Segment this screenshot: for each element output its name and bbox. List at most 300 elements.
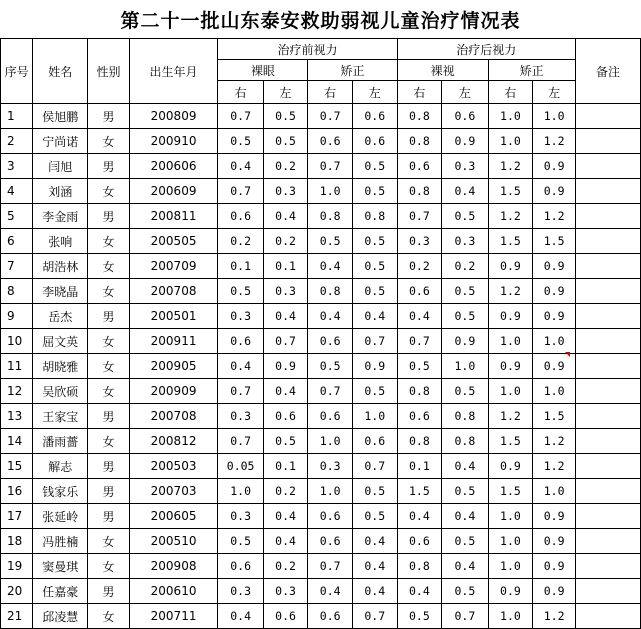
cell-before-naked-left[interactable]: 0.9	[263, 354, 308, 379]
cell-after-naked-left[interactable]: 0.8	[442, 429, 488, 454]
cell-before-corrected-right[interactable]: 0.6	[308, 404, 353, 429]
cell-index[interactable]: 14	[1, 429, 33, 454]
cell-before-corrected-left[interactable]: 0.5	[352, 379, 397, 404]
cell-name[interactable]: 闫旭	[33, 154, 88, 179]
table-row	[1, 579, 641, 604]
cell-index[interactable]: 16	[1, 479, 33, 504]
cell-index[interactable]: 19	[1, 554, 33, 579]
cell-before-corrected-right[interactable]: 0.4	[308, 579, 353, 604]
cell-gender[interactable]: 男	[88, 404, 129, 429]
cell-after-naked-right[interactable]: 0.6	[397, 529, 442, 554]
cell-gender[interactable]: 女	[88, 229, 129, 254]
cell-before-corrected-left[interactable]: 0.5	[352, 229, 397, 254]
cell-before-corrected-left[interactable]: 0.4	[352, 529, 397, 554]
header-left[interactable]: 左	[533, 81, 576, 104]
cell-gender[interactable]: 女	[88, 179, 129, 204]
cell-after-corrected-left[interactable]: 0.9	[533, 504, 576, 529]
cell-before-naked-left[interactable]: 0.1	[263, 254, 308, 279]
cell-after-corrected-left[interactable]: 1.0	[533, 329, 576, 354]
header-left[interactable]: 左	[263, 81, 308, 104]
cell-before-naked-left[interactable]: 0.4	[263, 304, 308, 329]
cell-before-naked-right[interactable]: 0.2	[218, 229, 263, 254]
cell-after-naked-left[interactable]: 0.5	[442, 279, 488, 304]
cell-after-naked-left[interactable]: 0.9	[442, 129, 488, 154]
cell-after-corrected-right[interactable]: 0.9	[488, 354, 533, 379]
cell-gender[interactable]: 女	[88, 254, 129, 279]
cell-before-corrected-left[interactable]: 0.4	[352, 579, 397, 604]
cell-birth[interactable]: 200708	[129, 404, 218, 429]
cell-before-naked-left[interactable]: 0.4	[263, 379, 308, 404]
cell-remark[interactable]	[576, 129, 641, 154]
cell-gender[interactable]: 女	[88, 354, 129, 379]
cell-remark[interactable]	[576, 504, 641, 529]
cell-before-corrected-right[interactable]: 1.0	[308, 429, 353, 454]
cell-after-naked-left[interactable]: 0.5	[442, 304, 488, 329]
cell-after-naked-left[interactable]: 0.3	[442, 154, 488, 179]
cell-after-corrected-right[interactable]: 1.2	[488, 204, 533, 229]
cell-before-corrected-right[interactable]: 1.0	[308, 479, 353, 504]
cell-before-naked-right[interactable]: 0.3	[218, 579, 263, 604]
cell-after-naked-right[interactable]: 1.5	[397, 479, 442, 504]
cell-name[interactable]: 岳杰	[33, 304, 88, 329]
cell-after-naked-left[interactable]: 0.5	[442, 379, 488, 404]
cell-birth[interactable]: 200911	[129, 329, 218, 354]
cell-name[interactable]: 刘涵	[33, 179, 88, 204]
cell-before-corrected-right[interactable]: 1.0	[308, 179, 353, 204]
cell-after-corrected-left[interactable]: 0.9	[533, 354, 576, 379]
cell-index[interactable]: 8	[1, 279, 33, 304]
cell-index[interactable]: 6	[1, 229, 33, 254]
cell-after-corrected-left[interactable]: 1.2	[533, 454, 576, 479]
cell-name[interactable]: 王家宝	[33, 404, 88, 429]
cell-before-corrected-left[interactable]: 0.7	[352, 454, 397, 479]
cell-after-corrected-right[interactable]: 0.9	[488, 254, 533, 279]
table-row	[1, 204, 641, 229]
header-gender[interactable]: 性别	[88, 39, 129, 104]
cell-before-naked-left[interactable]: 0.2	[263, 154, 308, 179]
cell-before-corrected-left[interactable]: 0.5	[352, 179, 397, 204]
cell-after-corrected-right[interactable]: 1.0	[488, 554, 533, 579]
cell-birth[interactable]: 200812	[129, 429, 218, 454]
cell-gender[interactable]: 男	[88, 204, 129, 229]
cell-birth[interactable]: 200501	[129, 304, 218, 329]
cell-after-naked-right[interactable]: 0.8	[397, 429, 442, 454]
cell-after-naked-left[interactable]: 0.8	[442, 404, 488, 429]
cell-before-naked-left[interactable]: 0.5	[263, 429, 308, 454]
cell-after-corrected-left[interactable]: 1.2	[533, 204, 576, 229]
cell-birth[interactable]: 200510	[129, 529, 218, 554]
cell-after-corrected-left[interactable]: 0.9	[533, 579, 576, 604]
cell-before-naked-left[interactable]: 0.4	[263, 504, 308, 529]
cell-before-corrected-right[interactable]: 0.7	[308, 379, 353, 404]
cell-after-naked-right[interactable]: 0.6	[397, 154, 442, 179]
cell-after-naked-right[interactable]: 0.2	[397, 254, 442, 279]
cell-remark[interactable]	[576, 204, 641, 229]
cell-remark[interactable]	[576, 254, 641, 279]
cell-name[interactable]: 吴欣硕	[33, 379, 88, 404]
cell-birth[interactable]: 200605	[129, 504, 218, 529]
cell-after-corrected-right[interactable]: 1.0	[488, 529, 533, 554]
cell-before-corrected-left[interactable]: 0.4	[352, 554, 397, 579]
cell-birth[interactable]: 200505	[129, 229, 218, 254]
header-naked-after[interactable]: 裸视	[397, 60, 488, 81]
cell-index[interactable]: 11	[1, 354, 33, 379]
cell-after-naked-right[interactable]: 0.8	[397, 104, 442, 129]
cell-remark[interactable]	[576, 154, 641, 179]
cell-after-corrected-right[interactable]: 1.0	[488, 604, 533, 629]
cell-name[interactable]: 侯旭鹏	[33, 104, 88, 129]
cell-after-corrected-left[interactable]: 0.9	[533, 154, 576, 179]
cell-after-naked-left[interactable]: 0.4	[442, 554, 488, 579]
cell-after-corrected-right[interactable]: 1.2	[488, 404, 533, 429]
cell-after-naked-left[interactable]: 0.3	[442, 229, 488, 254]
cell-after-corrected-left[interactable]: 1.5	[533, 229, 576, 254]
cell-after-corrected-right[interactable]: 0.9	[488, 454, 533, 479]
cell-gender[interactable]: 女	[88, 429, 129, 454]
header-right[interactable]: 右	[397, 81, 442, 104]
cell-index[interactable]: 18	[1, 529, 33, 554]
cell-before-corrected-left[interactable]: 0.5	[352, 254, 397, 279]
cell-remark[interactable]	[576, 354, 641, 379]
cell-after-corrected-left[interactable]: 1.0	[533, 479, 576, 504]
cell-after-naked-right[interactable]: 0.5	[397, 354, 442, 379]
cell-after-corrected-left[interactable]: 1.5	[533, 404, 576, 429]
cell-name[interactable]: 张响	[33, 229, 88, 254]
cell-before-corrected-left[interactable]: 0.6	[352, 429, 397, 454]
cell-after-corrected-right[interactable]: 1.5	[488, 179, 533, 204]
header-birth[interactable]: 出生年月	[129, 39, 218, 104]
cell-before-corrected-right[interactable]: 0.3	[308, 454, 353, 479]
cell-after-naked-left[interactable]: 0.4	[442, 179, 488, 204]
header-index[interactable]: 序号	[1, 39, 33, 104]
cell-name[interactable]: 解志	[33, 454, 88, 479]
cell-birth[interactable]: 200703	[129, 479, 218, 504]
cell-remark[interactable]	[576, 304, 641, 329]
cell-remark[interactable]	[576, 579, 641, 604]
cell-after-naked-right[interactable]: 0.4	[397, 304, 442, 329]
cell-name[interactable]: 胡浩林	[33, 254, 88, 279]
cell-after-naked-left[interactable]: 0.5	[442, 204, 488, 229]
cell-index[interactable]: 4	[1, 179, 33, 204]
cell-after-corrected-left[interactable]: 1.2	[533, 429, 576, 454]
cell-remark[interactable]	[576, 454, 641, 479]
cell-before-corrected-right[interactable]: 0.6	[308, 604, 353, 629]
cell-gender[interactable]: 男	[88, 479, 129, 504]
cell-before-corrected-left[interactable]: 0.6	[352, 129, 397, 154]
cell-after-naked-left[interactable]: 0.4	[442, 454, 488, 479]
cell-remark[interactable]	[576, 479, 641, 504]
cell-before-corrected-right[interactable]: 0.5	[308, 354, 353, 379]
cell-after-naked-right[interactable]: 0.8	[397, 554, 442, 579]
cell-remark[interactable]	[576, 604, 641, 629]
cell-before-naked-left[interactable]: 0.4	[263, 529, 308, 554]
cell-birth[interactable]: 200609	[129, 179, 218, 204]
cell-gender[interactable]: 男	[88, 579, 129, 604]
cell-birth[interactable]: 200908	[129, 554, 218, 579]
cell-after-naked-left[interactable]: 0.4	[442, 504, 488, 529]
cell-after-corrected-left[interactable]: 0.9	[533, 554, 576, 579]
cell-remark[interactable]	[576, 179, 641, 204]
cell-before-naked-right[interactable]: 0.3	[218, 404, 263, 429]
cell-before-corrected-left[interactable]: 0.5	[352, 279, 397, 304]
cell-before-corrected-left[interactable]: 0.4	[352, 304, 397, 329]
cell-index[interactable]: 12	[1, 379, 33, 404]
cell-before-naked-right[interactable]: 0.6	[218, 204, 263, 229]
cell-before-naked-left[interactable]: 0.4	[263, 204, 308, 229]
cell-before-corrected-right[interactable]: 0.6	[308, 529, 353, 554]
cell-before-naked-right[interactable]: 0.4	[218, 354, 263, 379]
cell-name[interactable]: 钱家乐	[33, 479, 88, 504]
cell-before-naked-left[interactable]: 0.7	[263, 329, 308, 354]
cell-before-corrected-right[interactable]: 0.7	[308, 104, 353, 129]
cell-name[interactable]: 宁尚诺	[33, 129, 88, 154]
cell-before-naked-right[interactable]: 0.6	[218, 554, 263, 579]
cell-before-naked-left[interactable]: 0.3	[263, 179, 308, 204]
cell-before-corrected-right[interactable]: 0.8	[308, 204, 353, 229]
cell-before-corrected-left[interactable]: 0.7	[352, 329, 397, 354]
cell-after-naked-right[interactable]: 0.8	[397, 179, 442, 204]
cell-before-naked-right[interactable]: 0.4	[218, 154, 263, 179]
cell-before-corrected-left[interactable]: 0.9	[352, 354, 397, 379]
header-remark[interactable]: 备注	[576, 39, 641, 104]
cell-name[interactable]: 窦曼琪	[33, 554, 88, 579]
cell-remark[interactable]	[576, 229, 641, 254]
cell-gender[interactable]: 女	[88, 379, 129, 404]
cell-index[interactable]: 21	[1, 604, 33, 629]
cell-before-naked-left[interactable]: 0.2	[263, 479, 308, 504]
cell-after-corrected-right[interactable]: 1.5	[488, 479, 533, 504]
cell-after-naked-right[interactable]: 0.7	[397, 329, 442, 354]
cell-before-naked-right[interactable]: 0.7	[218, 429, 263, 454]
table-row	[1, 254, 641, 279]
cell-before-naked-right[interactable]: 0.1	[218, 254, 263, 279]
cell-after-corrected-left[interactable]: 0.9	[533, 304, 576, 329]
header-naked-before[interactable]: 裸眼	[218, 60, 308, 81]
cell-before-naked-right[interactable]: 0.4	[218, 604, 263, 629]
cell-birth[interactable]: 200910	[129, 129, 218, 154]
cell-after-naked-left[interactable]: 0.7	[442, 604, 488, 629]
cell-after-corrected-right[interactable]: 0.9	[488, 304, 533, 329]
cell-gender[interactable]: 女	[88, 279, 129, 304]
cell-gender[interactable]: 女	[88, 529, 129, 554]
cell-before-corrected-left[interactable]: 0.8	[352, 204, 397, 229]
cell-index[interactable]: 5	[1, 204, 33, 229]
cell-index[interactable]: 15	[1, 454, 33, 479]
cell-name[interactable]: 任嘉豪	[33, 579, 88, 604]
cell-gender[interactable]: 女	[88, 554, 129, 579]
cell-after-naked-left[interactable]: 0.6	[442, 104, 488, 129]
cell-gender[interactable]: 女	[88, 604, 129, 629]
cell-before-naked-right[interactable]: 0.6	[218, 329, 263, 354]
cell-before-naked-left[interactable]: 0.1	[263, 454, 308, 479]
cell-before-corrected-left[interactable]: 0.7	[352, 604, 397, 629]
cell-birth[interactable]: 200708	[129, 279, 218, 304]
cell-before-naked-left[interactable]: 0.5	[263, 129, 308, 154]
cell-before-corrected-right[interactable]: 0.5	[308, 229, 353, 254]
cell-before-corrected-right[interactable]: 0.6	[308, 329, 353, 354]
cell-before-corrected-right[interactable]: 0.4	[308, 254, 353, 279]
cell-before-corrected-left[interactable]: 0.5	[352, 479, 397, 504]
header-right[interactable]: 右	[218, 81, 263, 104]
cell-after-corrected-right[interactable]: 0.9	[488, 579, 533, 604]
cell-after-corrected-right[interactable]: 1.0	[488, 329, 533, 354]
cell-after-naked-right[interactable]: 0.4	[397, 504, 442, 529]
cell-after-corrected-left[interactable]: 1.2	[533, 604, 576, 629]
cell-before-corrected-right[interactable]: 0.7	[308, 154, 353, 179]
cell-before-naked-left[interactable]: 0.3	[263, 579, 308, 604]
cell-index[interactable]: 10	[1, 329, 33, 354]
cell-birth[interactable]: 200606	[129, 154, 218, 179]
cell-gender[interactable]: 男	[88, 504, 129, 529]
cell-after-corrected-right[interactable]: 1.5	[488, 229, 533, 254]
cell-after-corrected-right[interactable]: 1.5	[488, 429, 533, 454]
header-right[interactable]: 右	[308, 81, 353, 104]
cell-before-corrected-left[interactable]: 0.5	[352, 154, 397, 179]
header-after-treatment[interactable]: 治疗后视力	[397, 39, 575, 60]
cell-after-naked-left[interactable]: 0.2	[442, 254, 488, 279]
cell-gender[interactable]: 男	[88, 104, 129, 129]
cell-gender[interactable]: 男	[88, 304, 129, 329]
cell-index[interactable]: 2	[1, 129, 33, 154]
header-left[interactable]: 左	[442, 81, 488, 104]
cell-before-naked-right[interactable]: 0.7	[218, 379, 263, 404]
cell-after-naked-right[interactable]: 0.7	[397, 204, 442, 229]
cell-name[interactable]: 潘雨薔	[33, 429, 88, 454]
cell-remark[interactable]	[576, 429, 641, 454]
cell-remark[interactable]	[576, 554, 641, 579]
cell-remark[interactable]	[576, 404, 641, 429]
cell-before-naked-left[interactable]: 0.6	[263, 404, 308, 429]
cell-after-naked-left[interactable]: 0.5	[442, 479, 488, 504]
cell-index[interactable]: 9	[1, 304, 33, 329]
cell-gender[interactable]: 女	[88, 329, 129, 354]
cell-birth[interactable]: 200909	[129, 379, 218, 404]
cell-index[interactable]: 7	[1, 254, 33, 279]
cell-name[interactable]: 邱凌慧	[33, 604, 88, 629]
cell-birth[interactable]: 200711	[129, 604, 218, 629]
cell-after-naked-right[interactable]: 0.8	[397, 129, 442, 154]
cell-after-corrected-right[interactable]: 1.0	[488, 104, 533, 129]
cell-before-naked-left[interactable]: 0.5	[263, 104, 308, 129]
table-row	[1, 404, 641, 429]
cell-before-naked-right[interactable]: 0.5	[218, 279, 263, 304]
cell-before-corrected-right[interactable]: 0.4	[308, 304, 353, 329]
cell-before-naked-right[interactable]: 1.0	[218, 479, 263, 504]
cell-before-naked-right[interactable]: 0.7	[218, 179, 263, 204]
cell-before-corrected-right[interactable]: 0.6	[308, 129, 353, 154]
cell-remark[interactable]	[576, 104, 641, 129]
cell-before-naked-left[interactable]: 0.2	[263, 229, 308, 254]
header-right[interactable]: 右	[488, 81, 533, 104]
cell-name[interactable]: 张延岭	[33, 504, 88, 529]
header-corrected-before[interactable]: 矫正	[308, 60, 397, 81]
cell-before-corrected-left[interactable]: 0.5	[352, 504, 397, 529]
cell-after-corrected-left[interactable]: 1.0	[533, 379, 576, 404]
table-row	[1, 329, 641, 354]
cell-before-naked-right[interactable]: 0.5	[218, 129, 263, 154]
cell-index[interactable]: 3	[1, 154, 33, 179]
cell-before-naked-left[interactable]: 0.2	[263, 554, 308, 579]
cell-after-naked-right[interactable]: 0.3	[397, 229, 442, 254]
cell-name[interactable]: 李晓晶	[33, 279, 88, 304]
cell-after-naked-right[interactable]: 0.4	[397, 579, 442, 604]
cell-gender[interactable]: 男	[88, 154, 129, 179]
cell-after-naked-right[interactable]: 0.6	[397, 404, 442, 429]
cell-before-naked-left[interactable]: 0.6	[263, 604, 308, 629]
cell-after-corrected-left[interactable]: 0.9	[533, 529, 576, 554]
cell-before-naked-right[interactable]: 0.5	[218, 529, 263, 554]
cell-after-corrected-left[interactable]: 0.9	[533, 254, 576, 279]
cell-after-corrected-left[interactable]: 0.9	[533, 279, 576, 304]
cell-before-naked-right[interactable]: 0.7	[218, 104, 263, 129]
cell-birth[interactable]: 200905	[129, 354, 218, 379]
cell-after-naked-right[interactable]: 0.5	[397, 604, 442, 629]
cell-after-naked-left[interactable]: 0.5	[442, 579, 488, 604]
cell-remark[interactable]	[576, 329, 641, 354]
table-row	[1, 504, 641, 529]
cell-birth[interactable]: 200503	[129, 454, 218, 479]
cell-before-naked-right[interactable]: 0.3	[218, 504, 263, 529]
cell-name[interactable]: 屈文英	[33, 329, 88, 354]
cell-index[interactable]: 13	[1, 404, 33, 429]
cell-before-corrected-right[interactable]: 0.6	[308, 504, 353, 529]
cell-after-naked-left[interactable]: 0.5	[442, 529, 488, 554]
cell-gender[interactable]: 女	[88, 129, 129, 154]
cell-after-naked-right[interactable]: 0.1	[397, 454, 442, 479]
header-corrected-after[interactable]: 矫正	[488, 60, 575, 81]
cell-name[interactable]: 胡晓雅	[33, 354, 88, 379]
cell-after-corrected-left[interactable]: 1.0	[533, 104, 576, 129]
cell-after-naked-right[interactable]: 0.8	[397, 379, 442, 404]
cell-before-corrected-left[interactable]: 0.6	[352, 104, 397, 129]
cell-name[interactable]: 冯胜楠	[33, 529, 88, 554]
cell-after-naked-left[interactable]: 1.0	[442, 354, 488, 379]
cell-birth[interactable]: 200610	[129, 579, 218, 604]
cell-before-corrected-right[interactable]: 0.7	[308, 554, 353, 579]
cell-after-corrected-right[interactable]: 1.0	[488, 129, 533, 154]
cell-gender[interactable]: 男	[88, 454, 129, 479]
header-left[interactable]: 左	[352, 81, 397, 104]
cell-index[interactable]: 1	[1, 104, 33, 129]
page-title: 第二十一批山东泰安救助弱视儿童治疗情况表	[120, 9, 521, 32]
cell-before-corrected-right[interactable]: 0.8	[308, 279, 353, 304]
cell-index[interactable]: 17	[1, 504, 33, 529]
cell-birth[interactable]: 200811	[129, 204, 218, 229]
cell-before-naked-left[interactable]: 0.3	[263, 279, 308, 304]
cell-after-corrected-right[interactable]: 1.2	[488, 279, 533, 304]
header-before-treatment[interactable]: 治疗前视力	[218, 39, 397, 60]
cell-birth[interactable]: 200809	[129, 104, 218, 129]
cell-remark[interactable]	[576, 529, 641, 554]
cell-after-corrected-left[interactable]: 1.2	[533, 129, 576, 154]
cell-after-naked-left[interactable]: 0.9	[442, 329, 488, 354]
cell-after-corrected-right[interactable]: 1.0	[488, 504, 533, 529]
cell-after-corrected-right[interactable]: 1.2	[488, 154, 533, 179]
table-row	[1, 279, 641, 304]
cell-before-naked-right[interactable]: 0.05	[218, 454, 263, 479]
header-name[interactable]: 姓名	[33, 39, 88, 104]
cell-index[interactable]: 20	[1, 579, 33, 604]
cell-remark[interactable]	[576, 279, 641, 304]
cell-after-corrected-right[interactable]: 1.0	[488, 379, 533, 404]
cell-name[interactable]: 李金雨	[33, 204, 88, 229]
cell-before-naked-right[interactable]: 0.3	[218, 304, 263, 329]
cell-remark[interactable]	[576, 379, 641, 404]
cell-after-naked-right[interactable]: 0.6	[397, 279, 442, 304]
cell-before-corrected-left[interactable]: 1.0	[352, 404, 397, 429]
cell-birth[interactable]: 200709	[129, 254, 218, 279]
cell-after-corrected-left[interactable]: 0.9	[533, 179, 576, 204]
